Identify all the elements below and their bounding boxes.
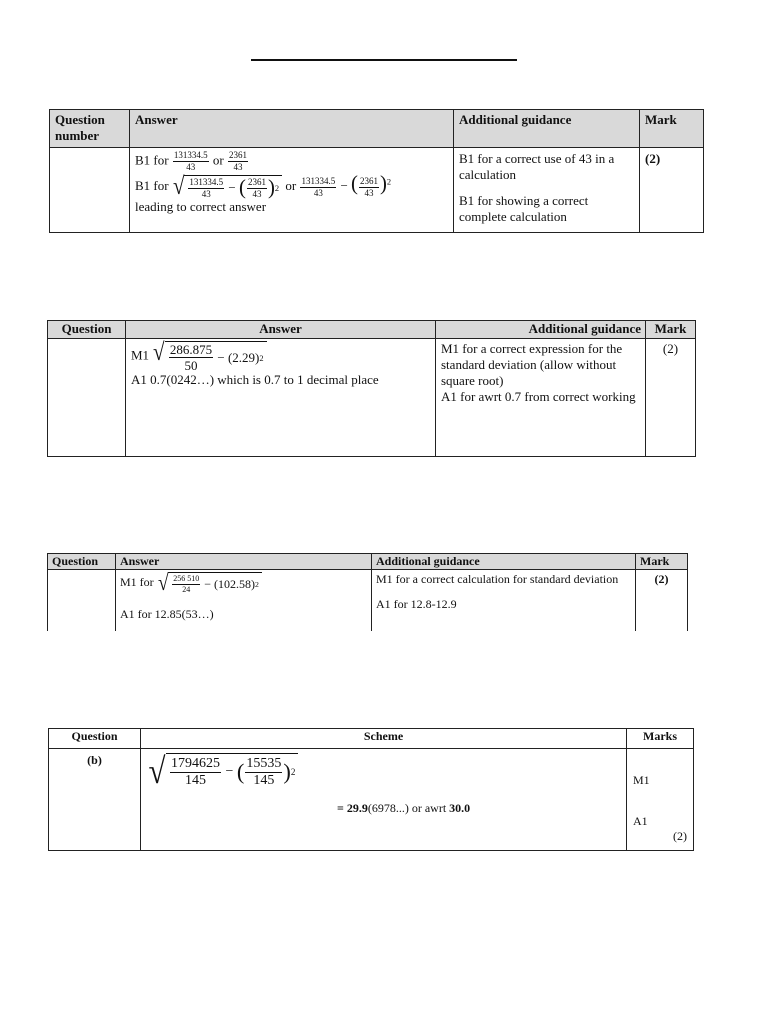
answer-cell [130, 148, 454, 233]
header-answer: Answer [130, 110, 454, 148]
guidance-cell: M1 for a correct calculation for standard deviation A1 for 12.8-12.9 [372, 570, 636, 632]
mark-scheme-table-1 [49, 109, 704, 233]
header-question-number: Question number [50, 110, 130, 148]
scheme-result: = 29.9(6978...) or awrt 30.0 [337, 801, 471, 816]
square-root: √ $\frac{286.875}{50}$ − (2.29) 2 [152, 341, 266, 372]
table-row [50, 148, 704, 233]
square-root: √ $\frac{131334.5}{43}$ − ( $\frac{2361}{43}$ ) 2 [172, 175, 282, 200]
marks-cell: M1 A1 (2) [627, 749, 694, 851]
mark-scheme-table-3 [47, 553, 688, 631]
header-mark: Mark [636, 554, 688, 570]
fraction: $\frac{131334.5}{43}$ [173, 150, 208, 172]
table-row [48, 570, 688, 632]
mark-scheme-table-4 [48, 728, 694, 851]
table-header-row [48, 321, 696, 339]
header-scheme: Scheme [141, 729, 627, 749]
scheme-cell [141, 749, 627, 851]
answer-line-1: M1 for √ $\frac{256 510}{24}$ − (102.58) 2 [120, 572, 367, 595]
header-answer: Answer [126, 321, 436, 339]
table-row [48, 339, 696, 457]
table-header-row [48, 554, 688, 570]
header-mark: Mark [646, 321, 696, 339]
answer-line-3: leading to correct answer [135, 199, 267, 215]
answer-cell [126, 339, 436, 457]
guidance-cell: M1 for a correct expression for the standard deviation (allow without square root) A1 for awrt 0.7 from correct working [436, 339, 646, 457]
header-question: Question [49, 729, 141, 749]
mark-cell: (2) [640, 148, 704, 233]
square-root: √ $\frac{1794625}{145}$ − ( $\frac{15535}{145}$ ) 2 [147, 753, 298, 789]
answer-line-2: A1 for 12.85(53…) [120, 606, 214, 621]
answer-cell [116, 570, 372, 632]
table-row [49, 749, 694, 851]
title-underline [251, 59, 517, 61]
table-header-row [49, 729, 694, 749]
header-additional-guidance: Additional guidance [372, 554, 636, 570]
answer-line-1: M1 √ $\frac{286.875}{50}$ − (2.29) 2 [131, 341, 430, 372]
mark-scheme-table-2 [47, 320, 696, 457]
mark-cell: (2) [636, 570, 688, 632]
answer-line-2: A1 0.7(0242…) which is 0.7 to 1 decimal place [131, 372, 379, 387]
header-question: Question [48, 321, 126, 339]
question-cell: (b) [49, 749, 141, 851]
header-additional-guidance: Additional guidance [454, 110, 640, 148]
header-marks: Marks [627, 729, 694, 749]
header-question: Question [48, 554, 116, 570]
square-root: √ $\frac{256 510}{24}$ − (102.58) 2 [157, 572, 262, 595]
guidance-cell: B1 for a correct use of 43 in a calculation B1 for showing a correct complete calculation [454, 148, 640, 233]
question-cell [48, 570, 116, 632]
question-cell [50, 148, 130, 233]
header-answer: Answer [116, 554, 372, 570]
fraction: $\frac{2361}{43}$ [228, 150, 247, 172]
mark-cell: (2) [646, 339, 696, 457]
question-cell [48, 339, 126, 457]
scheme-expression [147, 753, 620, 789]
table-header-row [50, 110, 704, 148]
answer-line-1: B1 for $\frac{131334.5}{43}$ or $\frac{2361}{43}$ [135, 150, 247, 172]
header-additional-guidance: Additional guidance [436, 321, 646, 339]
header-mark: Mark [640, 110, 704, 148]
answer-line-2: B1 for √ $\frac{131334.5}{43}$ − ( $\frac{2361}{43}$ ) 2 or $\frac{131334.5}{43}$ − ( $\frac{2361}{43}$ )$^2$ [135, 172, 392, 200]
